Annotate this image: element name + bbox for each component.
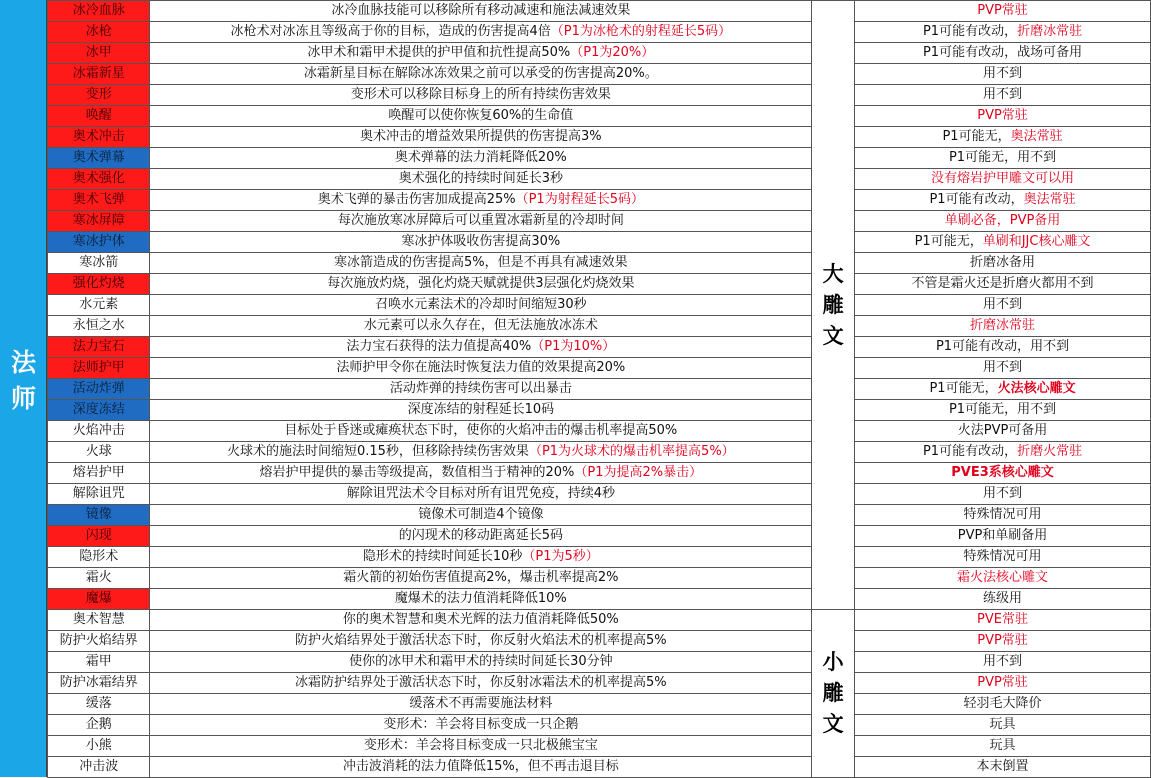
note-segment: 用不到 bbox=[983, 87, 1023, 102]
glyph-name: 寒冰护体 bbox=[48, 232, 150, 253]
glyph-note bbox=[855, 610, 1151, 631]
table-row bbox=[48, 589, 1151, 610]
table-row bbox=[48, 295, 1151, 316]
note-segment: 用不到 bbox=[983, 297, 1023, 312]
glyph-name: 解除诅咒 bbox=[48, 484, 150, 505]
glyph-description bbox=[150, 43, 812, 64]
table-row bbox=[48, 652, 1151, 673]
description-text: 水元素可以永久存在，但无法施放冰冻术 bbox=[363, 318, 598, 333]
note-segment: 不管是霜火还是折磨火都用不到 bbox=[911, 276, 1094, 291]
glyph-name: 冰冷血脉 bbox=[48, 1, 150, 22]
table-row bbox=[48, 736, 1151, 757]
note-segment: 用不到 bbox=[983, 486, 1023, 501]
table-row bbox=[48, 505, 1151, 526]
glyph-description bbox=[150, 253, 812, 274]
minor-glyph-category-char: 文 bbox=[822, 712, 844, 736]
description-note: （P1为火球术的爆击机率提高5%） bbox=[528, 444, 735, 459]
glyph-name: 奥术强化 bbox=[48, 169, 150, 190]
glyph-name: 魔爆 bbox=[48, 589, 150, 610]
major-glyph-category bbox=[812, 1, 855, 610]
glyph-name: 企鹅 bbox=[48, 715, 150, 736]
glyph-description bbox=[150, 526, 812, 547]
glyph-note bbox=[855, 211, 1151, 232]
note-segment: PVP常驻 bbox=[977, 675, 1028, 690]
table-row bbox=[48, 148, 1151, 169]
description-text: 每次施放寒冰屏障后可以重置冰霜新星的冷却时间 bbox=[337, 213, 624, 228]
description-text: 冰冷血脉技能可以移除所有移动减速和施法减速效果 bbox=[331, 3, 631, 18]
note-segment: 折磨冰备用 bbox=[970, 255, 1036, 270]
glyph-description bbox=[150, 505, 812, 526]
glyph-name: 寒冰箭 bbox=[48, 253, 150, 274]
glyph-note bbox=[855, 379, 1151, 400]
description-text: 的闪现术的移动距离延长5码 bbox=[398, 528, 563, 543]
note-segment: 折磨冰常驻 bbox=[1017, 24, 1083, 39]
table-row bbox=[48, 22, 1151, 43]
glyph-name: 深度冻结 bbox=[48, 400, 150, 421]
description-text: 防护火焰结界处于激活状态下时，你反射火焰法术的机率提高5% bbox=[295, 633, 667, 648]
table-row bbox=[48, 316, 1151, 337]
description-text: 使你的冰甲术和霜甲术的持续时间延长30分钟 bbox=[349, 654, 613, 669]
note-segment: PVP常驻 bbox=[977, 3, 1028, 18]
table-row bbox=[48, 127, 1151, 148]
glyph-description bbox=[150, 190, 812, 211]
glyph-name: 唤醒 bbox=[48, 106, 150, 127]
description-text: 霜火箭的初始伤害值提高2%，爆击机率提高2% bbox=[343, 570, 619, 585]
note-segment: 火法核心雕文 bbox=[997, 381, 1076, 396]
glyph-description bbox=[150, 106, 812, 127]
description-text: 冰甲术和霜甲术提供的护甲值和抗性提高50% bbox=[307, 45, 571, 60]
glyph-note bbox=[855, 442, 1151, 463]
glyph-note bbox=[855, 358, 1151, 379]
glyph-note bbox=[855, 316, 1151, 337]
note-segment: 奥法常驻 bbox=[1010, 129, 1063, 144]
table-row bbox=[48, 274, 1151, 295]
glyph-note bbox=[855, 673, 1151, 694]
description-text: 寒冰箭造成的伤害提高5%，但是不再具有减速效果 bbox=[334, 255, 628, 270]
glyph-name: 法师护甲 bbox=[48, 358, 150, 379]
description-text: 目标处于昏迷或瘫痪状态下时，使你的火焰冲击的爆击机率提高50% bbox=[284, 423, 678, 438]
glyph-note bbox=[855, 127, 1151, 148]
glyph-name: 活动炸弹 bbox=[48, 379, 150, 400]
glyph-description bbox=[150, 631, 812, 652]
glyph-description bbox=[150, 463, 812, 484]
note-segment: PVE3系核心雕文 bbox=[951, 465, 1054, 480]
description-text: 变形术：羊会将目标变成一只企鹅 bbox=[383, 717, 579, 732]
glyph-note bbox=[855, 694, 1151, 715]
table-row bbox=[48, 85, 1151, 106]
table-row bbox=[48, 379, 1151, 400]
glyph-description bbox=[150, 652, 812, 673]
glyph-note bbox=[855, 295, 1151, 316]
glyph-note bbox=[855, 22, 1151, 43]
glyph-name: 冰霜新星 bbox=[48, 64, 150, 85]
note-segment: 折磨火常驻 bbox=[1017, 444, 1083, 459]
note-segment: PVP常驻 bbox=[977, 633, 1028, 648]
table-row bbox=[48, 631, 1151, 652]
glyph-note bbox=[855, 274, 1151, 295]
glyph-note bbox=[855, 463, 1151, 484]
description-text: 缓落术不再需要施法材料 bbox=[409, 696, 553, 711]
note-segment: PVE常驻 bbox=[977, 612, 1028, 627]
glyph-name: 闪现 bbox=[48, 526, 150, 547]
glyph-description bbox=[150, 358, 812, 379]
glyph-name: 奥术冲击 bbox=[48, 127, 150, 148]
note-segment: 单刷必备，PVP备用 bbox=[944, 213, 1061, 228]
glyph-description bbox=[150, 484, 812, 505]
note-segment: 用不到 bbox=[983, 654, 1023, 669]
glyph-name: 火焰冲击 bbox=[48, 421, 150, 442]
description-text: 你的奥术智慧和奥术光辉的法力值消耗降低50% bbox=[342, 612, 619, 627]
glyph-name: 奥术智慧 bbox=[48, 610, 150, 631]
glyph-name: 变形 bbox=[48, 85, 150, 106]
glyph-note bbox=[855, 148, 1151, 169]
table-row bbox=[48, 190, 1151, 211]
glyph-note bbox=[855, 400, 1151, 421]
glyph-note bbox=[855, 715, 1151, 736]
note-segment: 单刷和JJC核心雕文 bbox=[982, 234, 1091, 249]
glyph-table-body bbox=[48, 1, 1151, 778]
glyph-note bbox=[855, 232, 1151, 253]
glyph-note bbox=[855, 526, 1151, 547]
glyph-note bbox=[855, 568, 1151, 589]
glyph-description bbox=[150, 757, 812, 778]
table-row bbox=[48, 337, 1151, 358]
note-segment: 轻羽毛大降价 bbox=[963, 696, 1042, 711]
glyph-name: 小熊 bbox=[48, 736, 150, 757]
description-text: 奥术飞弹的暴击伤害加成提高25% bbox=[317, 192, 516, 207]
glyph-name: 冰枪 bbox=[48, 22, 150, 43]
table-row bbox=[48, 253, 1151, 274]
description-text: 冰霜新星目标在解除冰冻效果之前可以承受的伤害提高20%。 bbox=[303, 66, 658, 81]
glyph-name: 火球 bbox=[48, 442, 150, 463]
description-note: （P1为20%） bbox=[570, 45, 655, 60]
note-segment: P1可能无，用不到 bbox=[948, 402, 1057, 417]
glyph-note bbox=[855, 484, 1151, 505]
glyph-note bbox=[855, 337, 1151, 358]
table-row bbox=[48, 463, 1151, 484]
note-segment: P1可能有改动， bbox=[922, 24, 1018, 39]
glyph-description bbox=[150, 169, 812, 190]
glyph-note bbox=[855, 253, 1151, 274]
glyph-name: 永恒之水 bbox=[48, 316, 150, 337]
class-label-char-2: 师 bbox=[10, 384, 36, 413]
note-segment: 玩具 bbox=[989, 717, 1016, 732]
glyph-name: 强化灼烧 bbox=[48, 274, 150, 295]
glyph-name: 冲击波 bbox=[48, 757, 150, 778]
description-note: （P1为10%） bbox=[531, 339, 616, 354]
glyph-description bbox=[150, 295, 812, 316]
table-row bbox=[48, 106, 1151, 127]
note-segment: P1可能有改动，战场可备用 bbox=[922, 45, 1083, 60]
glyph-description bbox=[150, 274, 812, 295]
glyph-name: 缓落 bbox=[48, 694, 150, 715]
table-row bbox=[48, 358, 1151, 379]
note-segment: 火法PVP可备用 bbox=[957, 423, 1048, 438]
note-segment: 奥法常驻 bbox=[1023, 192, 1076, 207]
glyph-description bbox=[150, 337, 812, 358]
glyph-description bbox=[150, 85, 812, 106]
description-text: 隐形术的持续时间延长10秒 bbox=[362, 549, 523, 564]
note-segment: P1可能无，用不到 bbox=[948, 150, 1057, 165]
minor-glyph-category bbox=[812, 610, 855, 778]
description-text: 唤醒可以使你恢复60%的生命值 bbox=[388, 108, 574, 123]
table-row bbox=[48, 673, 1151, 694]
glyph-name: 防护冰霜结界 bbox=[48, 673, 150, 694]
glyph-note bbox=[855, 736, 1151, 757]
description-note: （P1为提高2%暴击） bbox=[574, 465, 703, 480]
note-segment: 练级用 bbox=[983, 591, 1023, 606]
glyph-description bbox=[150, 64, 812, 85]
glyph-description bbox=[150, 400, 812, 421]
description-text: 熔岩护甲提供的暴击等级提高，数值相当于精神的20% bbox=[259, 465, 575, 480]
minor-glyph-category-char: 雕 bbox=[822, 681, 844, 705]
description-text: 魔爆术的法力值消耗降低10% bbox=[394, 591, 567, 606]
glyph-note bbox=[855, 85, 1151, 106]
note-segment: 折磨冰常驻 bbox=[970, 318, 1036, 333]
table-row bbox=[48, 757, 1151, 778]
glyph-note bbox=[855, 1, 1151, 22]
table-row bbox=[48, 211, 1151, 232]
glyph-name: 奥术弹幕 bbox=[48, 148, 150, 169]
table-row bbox=[48, 568, 1151, 589]
major-glyph-category-char: 雕 bbox=[822, 292, 844, 317]
table-row bbox=[48, 169, 1151, 190]
note-segment: 霜火法核心雕文 bbox=[957, 570, 1049, 585]
glyph-note bbox=[855, 64, 1151, 85]
glyph-table bbox=[47, 0, 1151, 778]
glyph-description bbox=[150, 568, 812, 589]
note-segment: 用不到 bbox=[983, 360, 1023, 375]
glyph-name: 镜像 bbox=[48, 505, 150, 526]
description-text: 火球术的施法时间缩短0.15秒，但移除持续伤害效果 bbox=[226, 444, 529, 459]
table-row bbox=[48, 232, 1151, 253]
description-note: （P1为冰枪术的射程延长5码） bbox=[550, 24, 732, 39]
class-label bbox=[0, 345, 47, 417]
glyph-description bbox=[150, 610, 812, 631]
table-row bbox=[48, 421, 1151, 442]
major-glyph-category-char: 文 bbox=[822, 323, 844, 348]
table-row bbox=[48, 1, 1151, 22]
note-segment: 用不到 bbox=[983, 66, 1023, 81]
table-row bbox=[48, 64, 1151, 85]
glyph-name: 奥术飞弹 bbox=[48, 190, 150, 211]
note-segment: P1可能无， bbox=[914, 234, 983, 249]
glyph-description bbox=[150, 421, 812, 442]
description-text: 解除诅咒法术令目标对所有诅咒免疫，持续4秒 bbox=[346, 486, 615, 501]
glyph-name: 隐形术 bbox=[48, 547, 150, 568]
glyph-note bbox=[855, 631, 1151, 652]
glyph-name: 霜甲 bbox=[48, 652, 150, 673]
description-text: 法师护甲令你在施法时恢复法力值的效果提高20% bbox=[336, 360, 626, 375]
glyph-name: 寒冰屏障 bbox=[48, 211, 150, 232]
glyph-description bbox=[150, 547, 812, 568]
glyph-note bbox=[855, 589, 1151, 610]
note-segment: 特殊情况可用 bbox=[963, 507, 1042, 522]
glyph-note bbox=[855, 547, 1151, 568]
class-column bbox=[0, 0, 47, 777]
glyph-note bbox=[855, 757, 1151, 778]
glyph-description bbox=[150, 736, 812, 757]
glyph-description bbox=[150, 442, 812, 463]
glyph-description bbox=[150, 211, 812, 232]
description-text: 奥术强化的持续时间延长3秒 bbox=[398, 171, 563, 186]
note-segment: 本末倒置 bbox=[976, 759, 1029, 774]
description-text: 变形术：羊会将目标变成一只北极熊宝宝 bbox=[363, 738, 598, 753]
glyph-name: 冰甲 bbox=[48, 43, 150, 64]
description-text: 奥术弹幕的法力消耗降低20% bbox=[394, 150, 567, 165]
glyph-name: 熔岩护甲 bbox=[48, 463, 150, 484]
table-row bbox=[48, 484, 1151, 505]
glyph-note bbox=[855, 421, 1151, 442]
glyph-name: 法力宝石 bbox=[48, 337, 150, 358]
glyph-note bbox=[855, 43, 1151, 64]
note-segment: PVP和单刷备用 bbox=[957, 528, 1048, 543]
glyph-description bbox=[150, 673, 812, 694]
glyph-note bbox=[855, 652, 1151, 673]
description-text: 每次施放灼烧，强化灼烧天赋就提供3层强化灼烧效果 bbox=[327, 276, 635, 291]
note-segment: 没有熔岩护甲雕文可以用 bbox=[931, 171, 1075, 186]
glyph-note bbox=[855, 190, 1151, 211]
description-note: （P1为射程延长5码） bbox=[515, 192, 644, 207]
glyph-description bbox=[150, 589, 812, 610]
description-text: 奥术冲击的增益效果所提供的伤害提高3% bbox=[360, 129, 602, 144]
glyph-description bbox=[150, 148, 812, 169]
note-segment: P1可能有改动， bbox=[922, 444, 1018, 459]
note-segment: P1可能有改动，用不到 bbox=[935, 339, 1070, 354]
description-text: 深度冻结的射程延长10码 bbox=[407, 402, 555, 417]
description-text: 冰枪术对冰冻且等级高于你的目标，造成的伤害提高4倍 bbox=[230, 24, 551, 39]
note-segment: P1可能无， bbox=[942, 129, 1011, 144]
description-text: 法力宝石获得的法力值提高40% bbox=[346, 339, 532, 354]
minor-glyph-category-char: 小 bbox=[822, 650, 844, 674]
description-text: 变形术可以移除目标身上的所有持续伤害效果 bbox=[350, 87, 611, 102]
description-text: 冰霜防护结界处于激活状态下时，你反射冰霜法术的机率提高5% bbox=[295, 675, 667, 690]
table-row bbox=[48, 526, 1151, 547]
description-note: （P1为5秒） bbox=[522, 549, 599, 564]
glyph-description bbox=[150, 127, 812, 148]
note-segment: 玩具 bbox=[989, 738, 1016, 753]
table-row bbox=[48, 400, 1151, 421]
table-row bbox=[48, 442, 1151, 463]
glyph-description bbox=[150, 316, 812, 337]
glyph-description bbox=[150, 379, 812, 400]
table-row bbox=[48, 547, 1151, 568]
glyph-name: 水元素 bbox=[48, 295, 150, 316]
glyph-name: 防护火焰结界 bbox=[48, 631, 150, 652]
glyph-description bbox=[150, 232, 812, 253]
glyph-description bbox=[150, 22, 812, 43]
class-label-char-1: 法 bbox=[10, 348, 36, 377]
note-segment: P1可能有改动， bbox=[929, 192, 1024, 207]
major-glyph-category-char: 大 bbox=[822, 261, 844, 286]
glyph-note bbox=[855, 106, 1151, 127]
description-text: 活动炸弹的持续伤害可以出暴击 bbox=[389, 381, 572, 396]
note-segment: 特殊情况可用 bbox=[963, 549, 1042, 564]
note-segment: PVP常驻 bbox=[977, 108, 1028, 123]
glyph-note bbox=[855, 169, 1151, 190]
description-text: 镜像术可制造4个镜像 bbox=[418, 507, 544, 522]
table-row bbox=[48, 715, 1151, 736]
description-text: 召唤水元素法术的冷却时间缩短30秒 bbox=[375, 297, 587, 312]
note-segment: P1可能无， bbox=[929, 381, 998, 396]
description-text: 冲击波消耗的法力值降低15%，但不再击退目标 bbox=[342, 759, 619, 774]
table-row bbox=[48, 694, 1151, 715]
glyph-note bbox=[855, 505, 1151, 526]
glyph-name: 霜火 bbox=[48, 568, 150, 589]
glyph-description bbox=[150, 715, 812, 736]
glyph-description bbox=[150, 1, 812, 22]
table-row bbox=[48, 610, 1151, 631]
table-row bbox=[48, 43, 1151, 64]
glyph-description bbox=[150, 694, 812, 715]
description-text: 寒冰护体吸收伤害提高30% bbox=[401, 234, 561, 249]
